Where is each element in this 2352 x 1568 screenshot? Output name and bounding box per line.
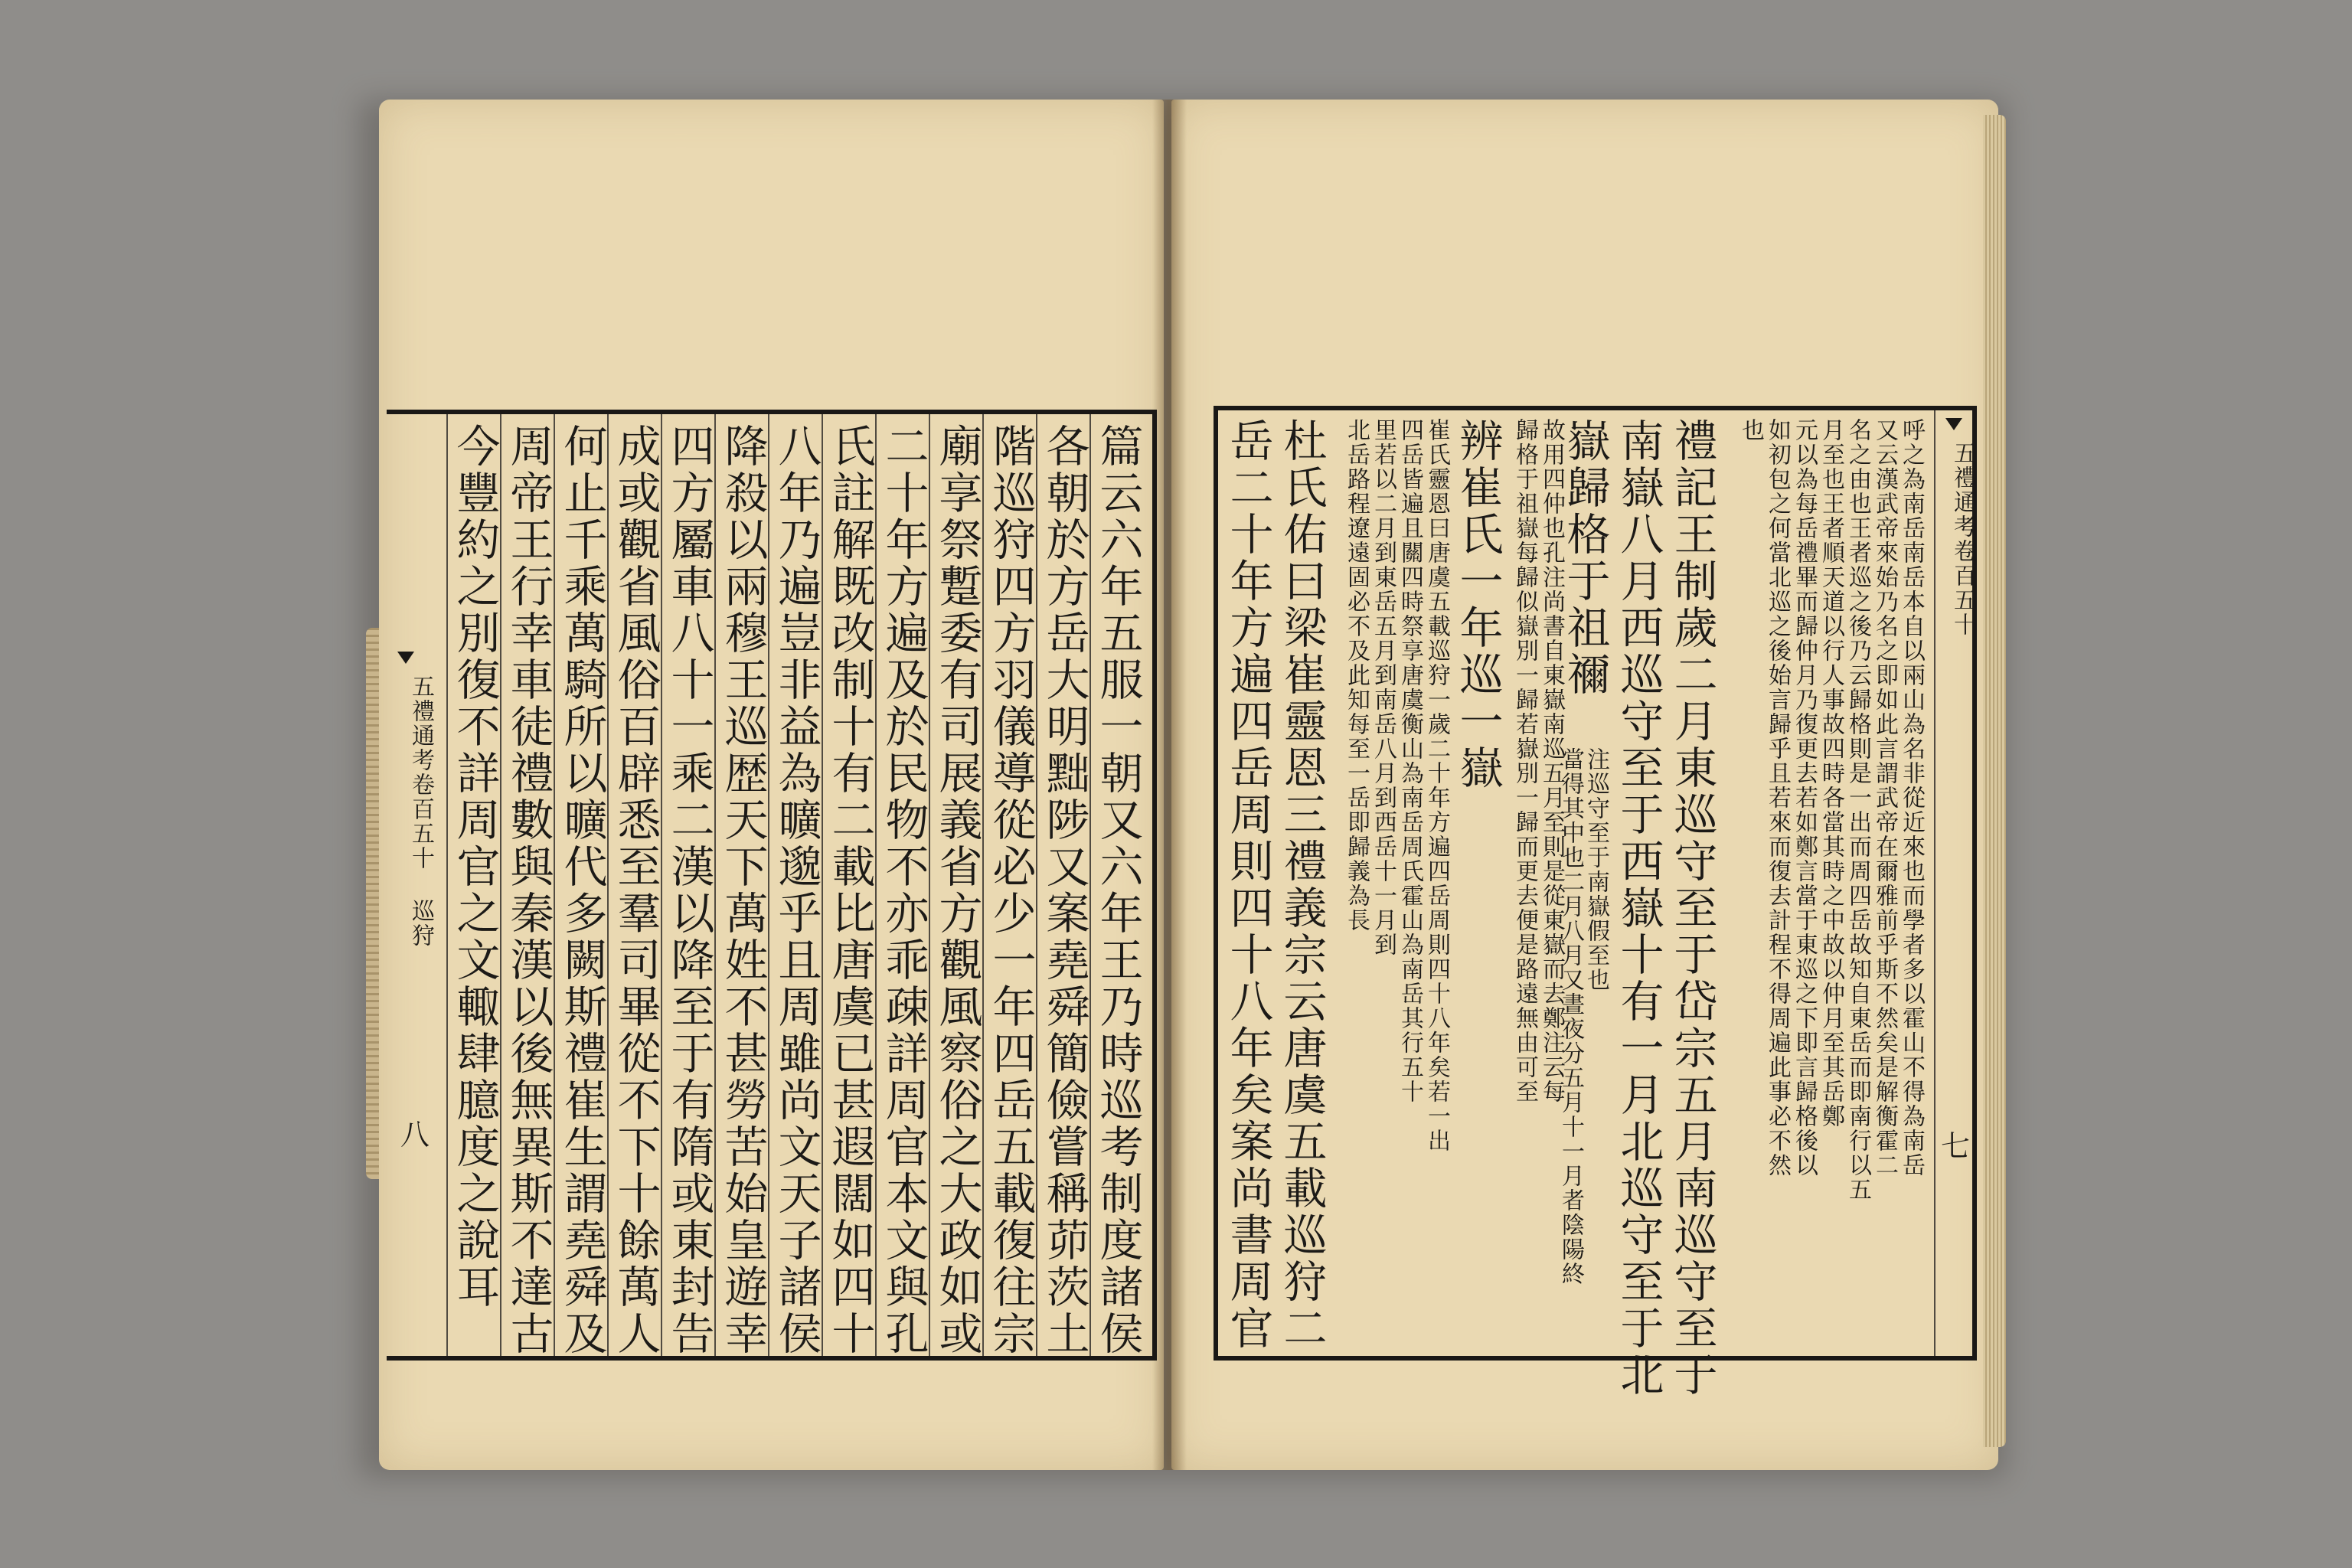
annotation-column: 注巡守至于南嶽假至也: [1583, 747, 1609, 992]
column-rule: [714, 414, 716, 1356]
left-text-frame: [387, 410, 1157, 1361]
annotation-column: 北岳路程遼遠固必不及此知每至一岳即歸義為長: [1343, 418, 1370, 933]
folio-number: 八: [400, 1118, 430, 1152]
annotation-column: 四岳皆遍且關四時祭享唐虞衡山為南岳周氏霍山為南岳其行五十: [1396, 418, 1423, 1104]
column-rule: [500, 414, 501, 1356]
column-rule: [1934, 410, 1936, 1356]
column-rule: [875, 414, 877, 1356]
text-column: 杜氏佑曰梁崔靈恩三禮義宗云唐虞五載巡狩二: [1276, 418, 1327, 1352]
fish-tail-mark: [1945, 418, 1962, 430]
section-heading: 辨崔氏一年巡一嶽: [1452, 418, 1503, 792]
annotation-column: 里若以二月到東岳五月到南岳八月到西岳十一月到: [1370, 418, 1396, 957]
annotation-column: 故用四仲也孔注尚書自東嶽南巡五月至則是從東嶽而去鄭注云每: [1538, 418, 1565, 1104]
column-rule: [607, 414, 609, 1356]
text-column: 禮記王制歲二月東巡守至于岱宗五月南巡守至于: [1667, 418, 1717, 1399]
column-rule: [1036, 414, 1037, 1356]
text-column: 岳二十年方遍四岳周則四十八年矣案尚書周官: [1223, 418, 1273, 1352]
text-column: 周帝王行幸車徒禮數與秦漢以後無異斯不達古: [503, 423, 554, 1357]
column-rule: [768, 414, 769, 1356]
book-gutter: [1152, 100, 1187, 1470]
text-column: 南嶽八月西巡守至于西嶽十有一月北巡守至于北: [1613, 418, 1664, 1399]
text-column: 篇云六年五服一朝又六年王乃時巡考制度諸侯: [1093, 423, 1143, 1357]
annotation-column: 名之由也王者巡之後乃云歸格則是一出而周四岳故知自東岳而即南行以五: [1844, 418, 1871, 1202]
page-edges: [1983, 115, 2006, 1447]
text-column: 嶽歸格于祖禰: [1560, 418, 1610, 698]
annotation-column: 如初包之何當北巡之後始言歸乎且若來而復去計程不得周遍此事必不然: [1764, 418, 1791, 1178]
column-rule: [1089, 414, 1091, 1356]
column-rule: [554, 414, 555, 1356]
annotation-column: 元以為每岳禮畢而歸仲月乃復更去若如鄭言當于東巡之下即言歸格後以: [1791, 418, 1818, 1178]
text-column: 八年乃遍豈非益為曠邈乎且周雖尚文天子諸侯: [771, 423, 822, 1357]
column-rule: [822, 414, 823, 1356]
column-rule: [661, 414, 662, 1356]
text-column: 何止千乘萬騎所以曠代多闕斯禮崔生謂堯舜及: [557, 423, 607, 1357]
annotation-column: 歸格于祖嶽每歸似嶽別一歸若嶽別一歸而更去便是路遠無由可至: [1511, 418, 1538, 1104]
fish-tail-mark: [397, 652, 414, 664]
text-column: 二十年方遍及於民物不亦乖疎詳周官本文與孔: [878, 423, 929, 1357]
margin-title: 五禮通考卷百五十 巡狩: [407, 675, 434, 948]
text-column: 廟享祭蹔委有司展義省方觀風察俗之大政如或: [932, 423, 982, 1357]
text-column: 成或觀省風俗百辟悉至羣司畢從不下十餘萬人: [610, 423, 661, 1357]
folio-number: 七: [1941, 1129, 1971, 1163]
column-rule: [982, 414, 984, 1356]
annotation-column: 也: [1737, 418, 1764, 443]
annotation-column: 崔氏靈恩曰唐虞五載巡狩一歲二十年方遍四岳周則四十八年矣若一出: [1423, 418, 1450, 1153]
column-rule: [929, 414, 930, 1356]
text-column: 氏註解既改制十有二載比唐虞已甚遐闊如四十: [825, 423, 875, 1357]
right-text-frame: [1214, 406, 1977, 1399]
text-column: 今豐約之別復不詳周官之文輙肆臆度之說耳: [449, 423, 500, 1311]
text-column: 降殺以兩穆王巡歴天下萬姓不甚勞苦始皇遊幸: [717, 423, 768, 1357]
annotation-column: 月至也王者順天道以行人事故四時各當其時之中故以仲月至其岳鄭: [1818, 418, 1844, 1129]
margin-title: 五禮通考卷百五十: [1949, 441, 1976, 637]
text-column: 各朝於方岳大明黜陟又案堯舜簡儉嘗稱茆茨土: [1039, 423, 1089, 1357]
text-column: 四方屬車八十一乘二漢以降至于有隋或東封告: [664, 423, 714, 1357]
annotation-column: 當得其中也二月八月又晝夜分五月十一月者陰陽終: [1557, 747, 1584, 1286]
text-column: 階巡狩四方羽儀導從必少一年四岳五載復往宗: [985, 423, 1036, 1357]
annotation-column: 又云漢武帝來始乃名之即如此言謂武帝在爾雅前乎斯不然矣是解衡霍二: [1871, 418, 1898, 1178]
annotation-column: 呼之為南岳南岳本自以兩山為名非從近來也而學者多以霍山不得為南岳: [1898, 418, 1925, 1178]
column-rule: [446, 414, 448, 1356]
